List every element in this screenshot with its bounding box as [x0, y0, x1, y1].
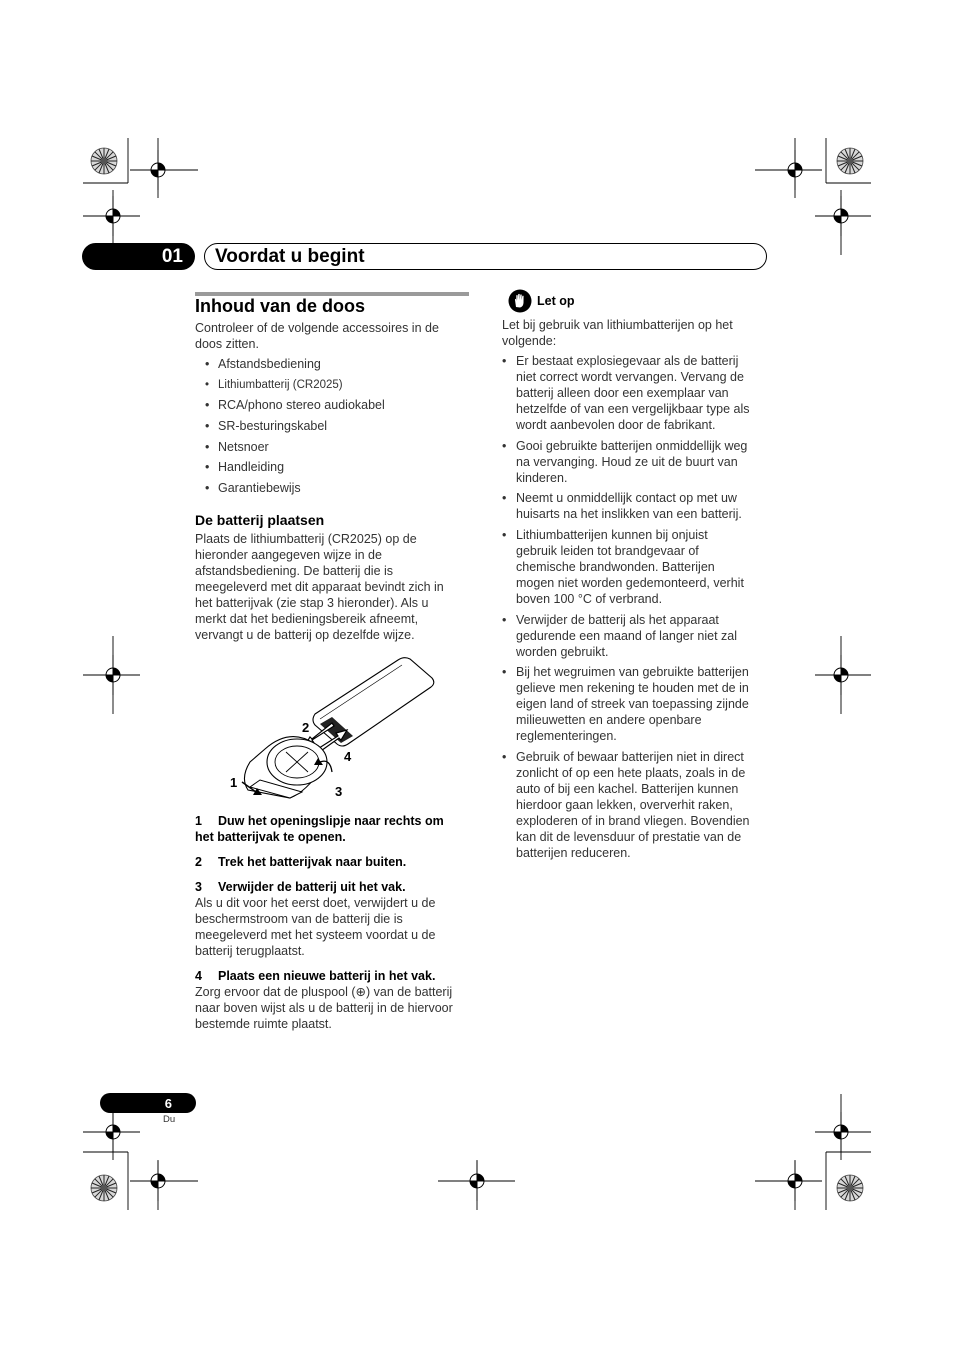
- figure-label-4: 4: [344, 749, 352, 764]
- text-line: het batterijvak (zie stap 3 hieronder). Als u: [195, 596, 429, 610]
- caution-title: Let op: [537, 294, 575, 308]
- language-code: Du: [163, 1114, 176, 1125]
- intro-text: [195, 320, 470, 352]
- figure-label-1: 1: [230, 775, 238, 790]
- intro-line: doos zitten.: [195, 337, 259, 351]
- subsection-text: [195, 531, 475, 643]
- accessory-list: [195, 356, 470, 501]
- text-line: hieronder aangegeven wijze in de: [195, 548, 382, 562]
- list-item: • Verwijder de batterij als het apparaat gedurende een maand of langer niet zal worden gebruikt.: [502, 612, 737, 659]
- starburst-target-icon: [91, 1175, 117, 1201]
- caution-intro: Let bij gebruik van lithiumbatterijen op het volgende:: [502, 318, 733, 348]
- text-line: merkt dat het bedieningsbereik afneemt,: [195, 612, 419, 626]
- page-number: 6: [100, 1093, 196, 1113]
- list-item: • Bij het wegruimen van gebruikte batterijen gelieve men rekening te houden met de in eigen land of streek van toepassing zijnde milieuwetten en andere openbare reglementeringen.: [502, 665, 749, 744]
- step-4: 4 Plaats een nieuwe batterij in het vak. Zorg ervoor dat de pluspool (⊕) van de batterij naar boven wijst als u de batterij in de hiervoor bestemde ruimte plaatst.: [195, 969, 453, 1031]
- list-item: • Handleiding: [205, 460, 285, 475]
- list-item: • Afstandsbediening: [205, 357, 321, 371]
- battery-insertion-illustration: [220, 652, 445, 807]
- list-item: • Lithiumbatterij (CR2025): [205, 378, 343, 391]
- step-2: 2 Trek het batterijvak naar buiten.: [195, 855, 407, 869]
- step-3: 3 Verwijder de batterij uit het vak. Als u dit voor het eerst doet, verwijdert u de beschermstroom van de batterij die is meegeleverd met het systeem voordat u de batterij terugplaatst.: [195, 880, 436, 958]
- step-1: 1 Duw het openingslipje naar rechts om het batterijvak te openen.: [195, 814, 444, 844]
- text-line: Plaats de lithiumbatterij (CR2025) op de: [195, 532, 417, 546]
- hand-stop-icon: [508, 289, 532, 313]
- section-title: Inhoud van de doos: [195, 296, 365, 316]
- text-line: afstandsbediening. De batterij die is: [195, 564, 394, 578]
- starburst-target-icon: [837, 1175, 863, 1201]
- starburst-target-icon: [91, 148, 117, 174]
- list-item: • Netsnoer: [205, 439, 269, 454]
- list-item: • Neemt u onmiddellijk contact op met uw huisarts na het inslikken van een batterij.: [502, 491, 742, 522]
- list-item: • RCA/phono stereo audiokabel: [205, 398, 385, 413]
- list-item: • SR-besturingskabel: [205, 419, 328, 434]
- figure-label-3: 3: [335, 784, 343, 799]
- steps: [195, 813, 475, 1032]
- list-item: • Lithiumbatterijen kunnen bij onjuist gebruik leiden tot brandgevaar of chemische brandwonden. Batterijen mogen niet worden gedemonteerd, verhit boven 100 °C of verbrand.: [502, 528, 744, 607]
- list-item: • Garantiebewijs: [205, 481, 301, 496]
- chapter-title: Voordat u begint: [204, 243, 767, 270]
- starburst-target-icon: [837, 148, 863, 174]
- text-line: vervangt u de batterij op dezelfde wijze.: [195, 628, 415, 642]
- list-item: • Gooi gebruikte batterijen onmiddellijk weg na vervanging. Houd ze uit de buurt van kinderen.: [502, 438, 748, 485]
- warning-list: [502, 353, 774, 866]
- figure-label-2: 2: [302, 720, 310, 735]
- list-item: • Er bestaat explosiegevaar als de batterij niet correct wordt vervangen. Vervang de batterij alleen door een exemplaar van hetzelfde of van een vergelijkbaar type als wordt aanbevolen door de fabrikant.: [502, 354, 750, 432]
- intro-line: Controleer of de volgende accessoires in de: [195, 321, 439, 335]
- subsection-title: De batterij plaatsen: [195, 512, 325, 528]
- list-item: • Gebruik of bewaar batterijen niet in direct zonlicht of op een hete plaats, zoals in de auto of bij een kachel. Batterijen kunnen hierdoor gaan lekken, oververhit raken, exploderen of in brand vliegen. Bovendien kan dit de levensduur of prestatie van de batterijen reduceren.: [502, 750, 750, 861]
- chapter-number-badge: 01: [82, 243, 195, 270]
- text-line: meegeleverd met dit apparaat bevindt zich in: [195, 580, 444, 594]
